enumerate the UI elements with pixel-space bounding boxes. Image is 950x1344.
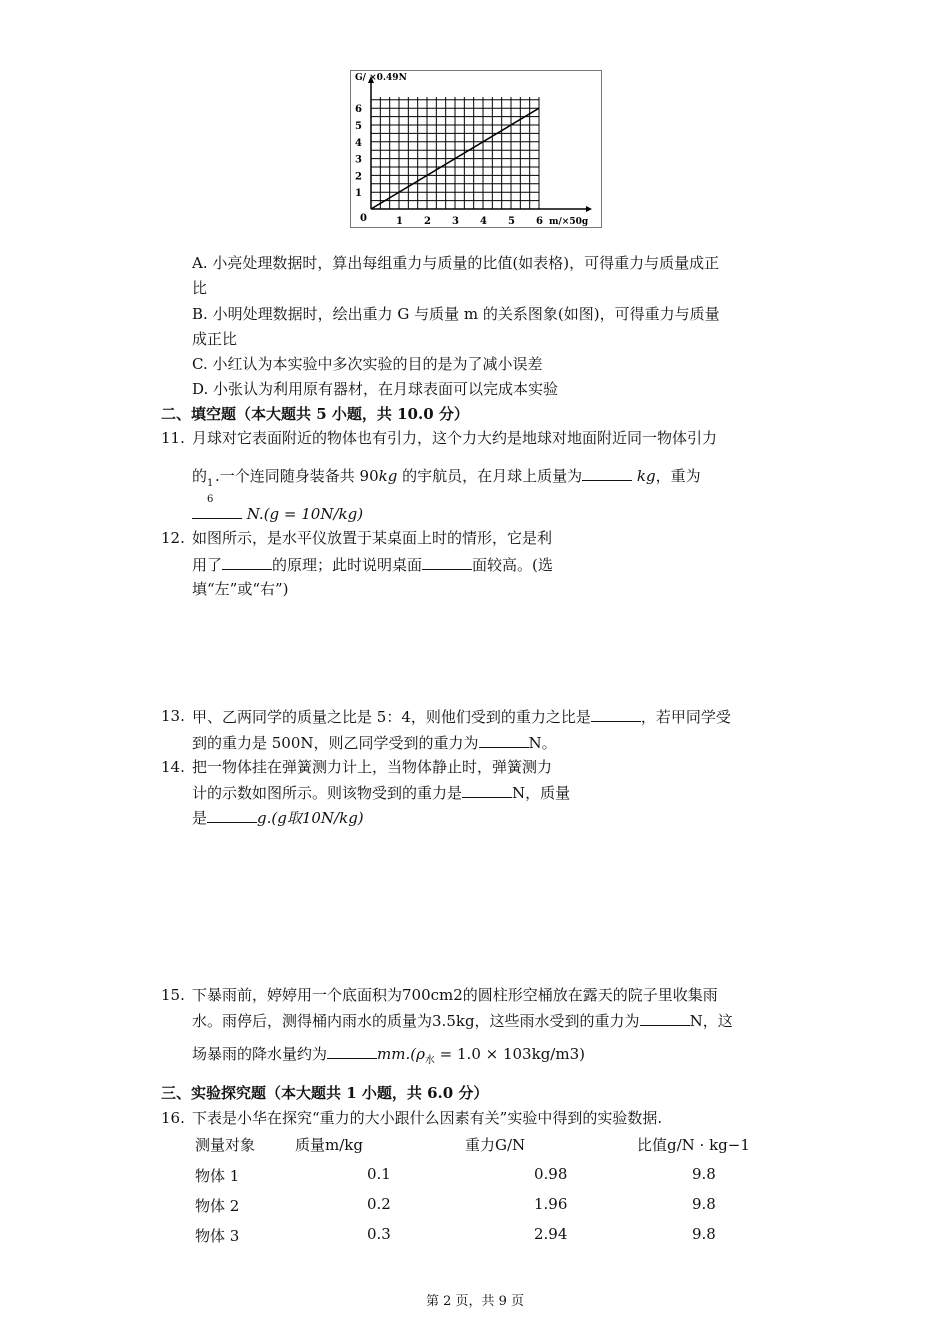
q12-number: 12. (161, 529, 185, 547)
q13-text-a: 甲、乙两同学的质量之比是 5：4，则他们受到的重力之比是 (192, 708, 591, 726)
option-c-line1: 小红认为本实验中多次实验的目的是为了减小误差 (212, 355, 543, 373)
q11-formula: N.(g = 10N/kg) (242, 505, 364, 523)
y-tick-label: 2 (355, 171, 362, 183)
y-tick-label: 6 (355, 104, 362, 116)
q13-blank-1[interactable] (591, 705, 641, 722)
y-tick-label: 4 (355, 137, 362, 149)
option-c (192, 353, 543, 375)
x-tick-label: 2 (424, 216, 431, 227)
q12-line3: 填“左”或“右”) (192, 580, 289, 598)
table-cell: 物体 3 (195, 1227, 240, 1245)
option-b (192, 303, 720, 325)
q16-header-object: 测量对象 (195, 1136, 256, 1154)
q13-blank-2[interactable] (479, 731, 529, 748)
q16-header-ratio: 比值g/N · kg−1 (637, 1136, 750, 1154)
q11-line3 (192, 502, 363, 525)
q15-blank-2[interactable] (327, 1042, 377, 1059)
q13-text-c: 到的重力是 500N，则乙同学受到的重力为 (192, 734, 479, 752)
q11-text-a: 的 (192, 467, 208, 485)
q14-blank-1[interactable] (462, 781, 512, 798)
q11-fraction-num: 1 (207, 478, 214, 489)
y-tick-label: 3 (355, 154, 362, 166)
q14-text-c: 是 (192, 809, 208, 827)
q12-line2 (192, 553, 553, 576)
q11-text-c: 的宇航员，在月球上质量为 (397, 467, 583, 485)
table-cell: 2.94 (534, 1225, 568, 1243)
q14-text-d: g.(g取10N/kg) (257, 809, 364, 827)
q12-blank-2[interactable] (422, 553, 472, 570)
q15-line3 (192, 1042, 585, 1072)
q13-line1 (192, 705, 731, 728)
q12-line1: 如图所示，是水平仪放置于某桌面上时的情形，它是利 (192, 529, 553, 547)
table-cell: 物体 2 (195, 1197, 240, 1215)
table-cell: 0.3 (367, 1225, 391, 1243)
q13-text-b: ，若甲同学受 (640, 708, 731, 726)
table-cell: 0.98 (534, 1165, 568, 1183)
option-a (192, 252, 719, 274)
x-tick-label: 4 (480, 216, 487, 227)
table-cell: 9.8 (692, 1195, 716, 1213)
q16-number: 16. (161, 1109, 185, 1127)
q12-text-c: 面较高。(选 (472, 556, 553, 574)
section-2-heading: 二、填空题（本大题共 5 小题，共 10.0 分） (161, 405, 469, 423)
q12-text-a: 用了 (192, 556, 223, 574)
option-a-letter: A. (192, 254, 208, 272)
q15-line2 (192, 1009, 733, 1032)
q13-number: 13. (161, 707, 185, 725)
table-cell: 0.2 (367, 1195, 391, 1213)
q14-number: 14. (161, 758, 185, 776)
q14-line3 (192, 806, 364, 829)
option-d-line1: 小张认为利用原有器材，在月球表面可以完成本实验 (213, 380, 559, 398)
q13-text-d: N。 (528, 734, 557, 752)
q11-blank-1[interactable] (582, 464, 632, 481)
q14-line1: 把一物体挂在弹簧测力计上，当物体静止时，弹簧测力 (192, 758, 553, 776)
x-tick-label: 6 (536, 216, 543, 227)
table-cell: 9.8 (692, 1225, 716, 1243)
table-cell: 0.1 (367, 1165, 391, 1183)
q15-subscript: 水 (424, 1055, 435, 1066)
q16-header-weight: 重力G/N (465, 1136, 526, 1154)
y-axis-label: G/ ×0.49N (355, 73, 407, 83)
x-tick-label: 5 (508, 216, 515, 227)
q15-text-d: mm.(ρ (377, 1045, 425, 1063)
table-cell: 9.8 (692, 1165, 716, 1183)
table-cell: 1.96 (534, 1195, 568, 1213)
q14-text-a: 计的示数如图所示。则该物受到的重力是 (192, 784, 463, 802)
q11-number: 11. (161, 429, 185, 447)
q11-kg-unit-2: kg (632, 467, 656, 485)
q14-line2 (192, 781, 570, 804)
g-m-graph-svg (351, 71, 601, 227)
x-axis-label: m/×50g (549, 217, 589, 227)
origin-label: 0 (360, 213, 367, 224)
option-b-letter: B. (192, 305, 208, 323)
q12-text-b: 的原理；此时说明桌面 (272, 556, 423, 574)
y-tick-label: 5 (355, 121, 362, 132)
x-tick-label: 3 (452, 216, 459, 227)
option-a-cont: 比 (192, 279, 208, 297)
y-tick-label: 1 (355, 188, 362, 200)
x-tick-label: 1 (396, 216, 403, 227)
q15-blank-1[interactable] (640, 1009, 690, 1026)
option-b-line1: 小明处理数据时，绘出重力 G 与质量 m 的关系图象(如图)，可得重力与质量 (212, 305, 720, 323)
q11-text-b: .一个连同随身装备共 90 (215, 467, 379, 485)
q11-line1: 月球对它表面附近的物体也有引力，这个力大约是地球对地面附近同一物体引力 (192, 429, 718, 447)
q15-text-c: 场暴雨的降水量约为 (192, 1045, 328, 1063)
g-m-graph (350, 70, 602, 228)
table-cell: 物体 1 (195, 1167, 240, 1185)
q15-text-b: N，这 (689, 1012, 733, 1030)
q13-line2 (192, 731, 557, 754)
q11-kg-unit: kg (378, 467, 398, 485)
q11-fraction-den: 6 (207, 494, 214, 505)
section-3-heading: 三、实验探究题（本大题共 1 小题，共 6.0 分） (161, 1084, 489, 1102)
page-footer: 第 2 页，共 9 页 (425, 1294, 525, 1309)
q14-text-b: N，质量 (512, 784, 571, 802)
q11-line2 (192, 464, 701, 505)
option-b-cont: 成正比 (192, 330, 238, 348)
option-d (192, 378, 558, 400)
q16-header-mass: 质量m/kg (295, 1136, 363, 1154)
option-a-line1: 小亮处理数据时，算出每组重力与质量的比值(如表格)，可得重力与质量成正 (212, 254, 720, 272)
q15-text-e: = 1.0 × 103kg/m3) (434, 1045, 585, 1063)
x-axis-arrow (586, 206, 592, 212)
option-d-letter: D. (192, 380, 209, 398)
q11-blank-2[interactable] (192, 502, 242, 519)
q15-number: 15. (161, 986, 185, 1004)
q12-blank-1[interactable] (222, 553, 272, 570)
q14-blank-2[interactable] (207, 806, 257, 823)
q16-line1: 下表是小华在探究“重力的大小跟什么因素有关”实验中得到的实验数据. (192, 1109, 663, 1127)
option-c-letter: C. (192, 355, 208, 373)
q15-text-a: 水。雨停后，测得桶内雨水的质量为3.5kg，这些雨水受到的重力为 (192, 1012, 640, 1030)
q11-text-d: ，重为 (655, 467, 701, 485)
q15-line1: 下暴雨前，婷婷用一个底面积为700cm2的圆柱形空桶放在露天的院子里收集雨 (192, 986, 718, 1004)
